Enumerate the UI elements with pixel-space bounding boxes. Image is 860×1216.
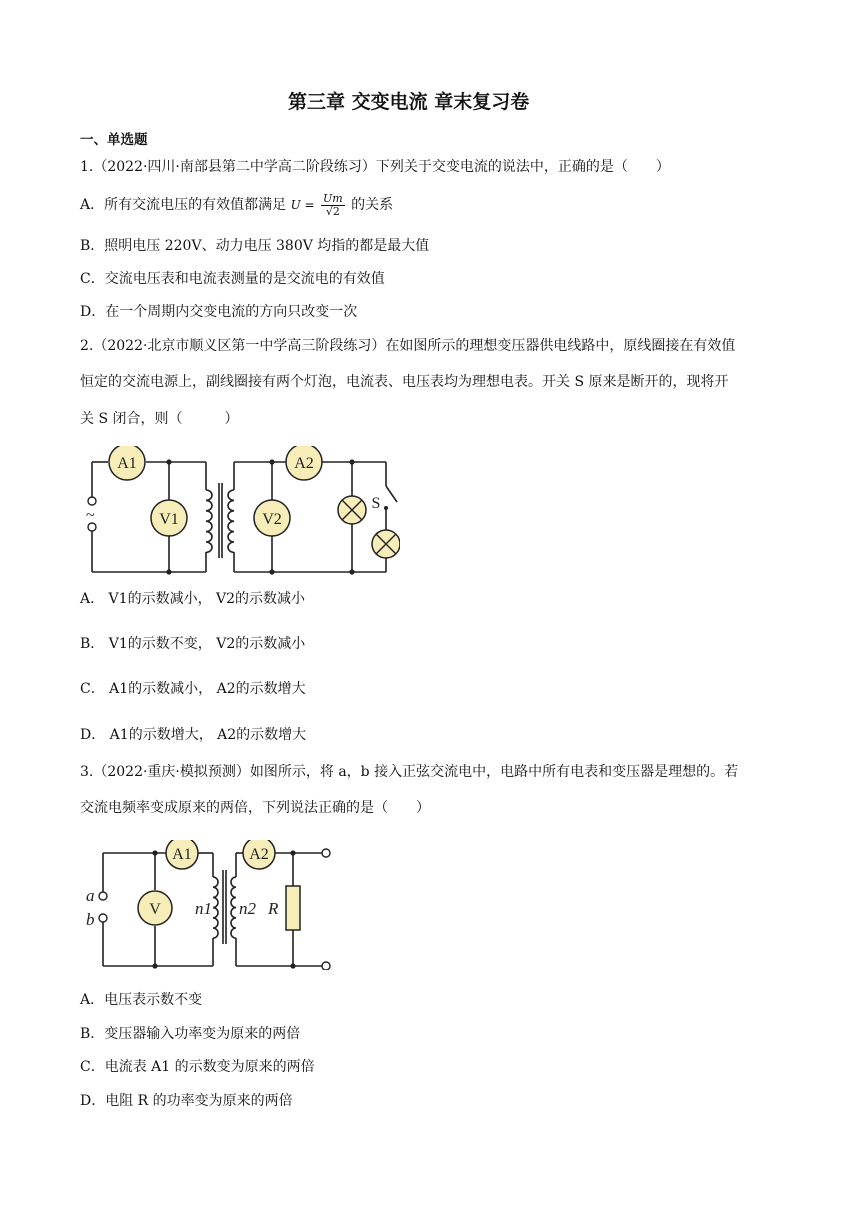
q2-stem-line2: 恒定的交流电源上，副线圈接有两个灯泡，电流表、电压表均为理想电表。开关 S 原来是断开的，现将开	[80, 374, 729, 390]
q2-option-c: C． A1的示数减小， A2的示数增大	[80, 681, 306, 697]
q3-option-a: A．电压表示数不变	[80, 992, 203, 1008]
q3-option-c: C．电流表 A1 的示数变为原来的两倍	[80, 1059, 315, 1075]
q2-ammeter-a1-label: A1	[117, 455, 137, 472]
q2-voltmeter-v1-label: V1	[159, 511, 179, 528]
q3-stem-line2: 交流电频率变成原来的两倍，下列说法正确的是（ ）	[80, 800, 430, 816]
page-title: 第三章 交变电流 章末复习卷	[288, 91, 530, 113]
q1-formula-lhs: U =	[290, 198, 315, 212]
q1-stem: 1.（2022·四川·南部县第二中学高二阶段练习）下列关于交变电流的说法中，正确的是（ ）	[80, 159, 670, 175]
q3-n1-label: n1	[195, 899, 212, 918]
q1-option-c: C．交流电压表和电流表测量的是交流电的有效值	[80, 271, 385, 287]
q1-formula-numerator: Um	[323, 191, 343, 205]
q3-terminal-b-label: b	[86, 910, 95, 929]
q3-n2-label: n2	[239, 899, 256, 918]
q1-option-b: B．照明电压 220V、动力电压 380V 均指的都是最大值	[80, 238, 430, 254]
q3-option-b: B．变压器输入功率变为原来的两倍	[80, 1026, 301, 1042]
q3-option-d: D．电阻 R 的功率变为原来的两倍	[80, 1093, 293, 1109]
q2-switch-label: S	[371, 495, 381, 512]
q3-ammeter-a1-label: A1	[172, 846, 192, 863]
section-heading: 一、单选题	[80, 132, 148, 148]
q2-circuit-diagram	[80, 446, 400, 581]
q1-option-a	[80, 192, 393, 218]
q1-option-a-text: A．所有交流电压的有效值都满足	[80, 197, 287, 213]
q2-stem-line1: 2.（2022·北京市顺义区第一中学高三阶段练习）在如图所示的理想变压器供电线路中，原线圈接在有效值	[80, 338, 736, 354]
q1-option-a-tail: 的关系	[351, 197, 394, 213]
q3-voltmeter-label: V	[149, 901, 161, 918]
q1-option-d: D．在一个周期内交变电流的方向只改变一次	[80, 304, 358, 320]
q1-formula-fraction	[321, 193, 345, 218]
q1-formula-denominator: √2	[325, 204, 340, 218]
q3-terminal-a-label: a	[86, 886, 95, 905]
q2-stem-line3: 关 S 闭合，则（ ）	[80, 411, 239, 427]
q3-ammeter-a2-label: A2	[249, 846, 269, 863]
q3-resistor-label: R	[268, 899, 279, 918]
q3-stem-line1: 3.（2022·重庆·模拟预测）如图所示，将 a，b 接入正弦交流电中，电路中所有电表和变压器是理想的。若	[80, 764, 739, 780]
q2-voltmeter-v2-label: V2	[262, 511, 282, 528]
q2-option-b: B． V1的示数不变， V2的示数减小	[80, 636, 306, 652]
q2-source-symbol: ~	[86, 507, 95, 524]
q2-option-d: D． A1的示数增大， A2的示数增大	[80, 727, 307, 743]
q2-ammeter-a2-label: A2	[294, 455, 314, 472]
q2-option-a: A． V1的示数减小， V2的示数减小	[80, 591, 306, 607]
q3-circuit-diagram	[80, 840, 340, 970]
